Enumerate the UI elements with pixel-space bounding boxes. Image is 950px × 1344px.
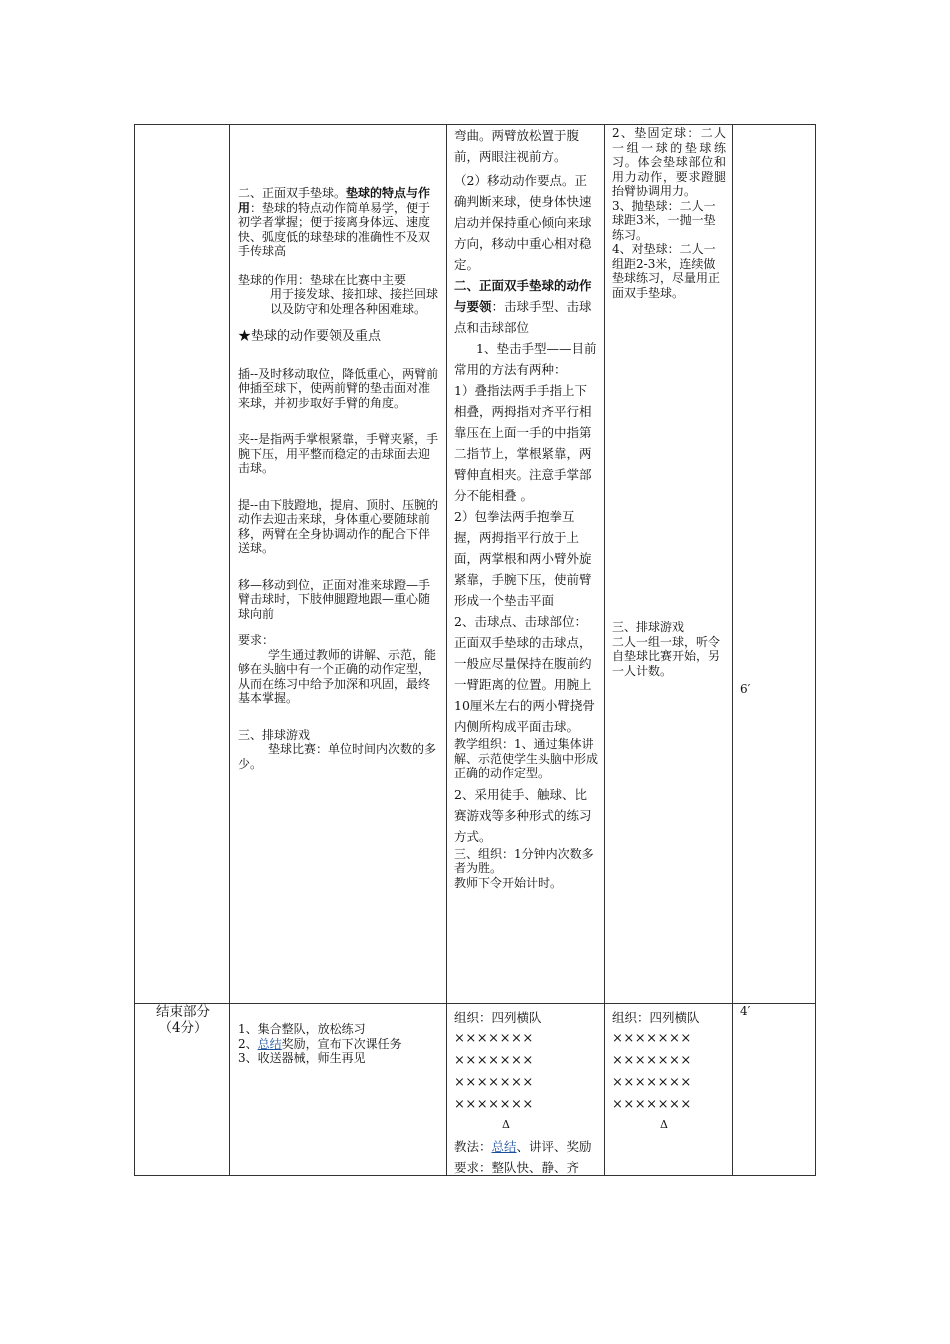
game-start: 教师下令开始计时。: [454, 875, 563, 890]
practice-pair-pass: 4、对垫球：二人一组距2-3米，连续做垫球练习，尽量用正面双手垫球。: [612, 242, 721, 300]
game-org: 三、组织：1分钟内次数多者为胜。: [454, 846, 594, 875]
requirement-body: 学生通过教师的讲解、示范，能够在头脑中有一个正确的动作定型，从而在练习中给予加深和巩固，最终基本掌握。: [238, 647, 437, 705]
hitting-point: 2、击球点、击球部位：正面双手垫球的击球点，一般应尽量保持在腹前约一臂距离的位置。用腕上10厘米左右的两小臂挠骨内侧所构成平面击球。: [454, 614, 595, 734]
method-fist: 2）包拳法两手抱拳互握，两拇指平行放于上面，两掌根和两小臂外旋紧靠，手腕下压，使前臂形成一个垫击平面: [454, 509, 592, 608]
movement-points: （2）移动动作要点。正确判断来球，使身体快速启动并保持重心倾向来球方向，移动中重心相对稳定。: [454, 173, 592, 272]
key-points-heading: ★垫球的动作要领及重点: [238, 329, 382, 344]
end-item-3: 3、收送器械，师生再见: [238, 1051, 366, 1065]
col-divider-4: [732, 124, 733, 1176]
method-overlap: 1）叠指法两手手指上下相叠，两拇指对齐平行相靠压在上面一手的中指第二指节上，掌根紧靠，两臂伸直相夹。注意手掌部分不能相叠 。: [454, 383, 592, 503]
time-end: 4′: [740, 1004, 751, 1018]
time-main: 6′: [740, 682, 751, 696]
pass-function-first-line: 垫球的作用：垫球在比赛中主要: [238, 272, 407, 287]
point-jia: 夹--是指两手掌根紧靠，手臂夹紧，手腕下压，用平整而稳定的击球面去迎击球。: [238, 432, 439, 475]
end-org: 组织：四列横队: [454, 1010, 542, 1025]
posture-end: 弯曲。两臂放松置于腹前，两眼注视前方。: [454, 128, 580, 164]
end-section-title: 结束部分: [156, 1004, 210, 1020]
end-teaching-method: 教法：总结、讲评、奖励: [454, 1139, 592, 1154]
formation-row-1: ×××××××: [454, 1031, 534, 1046]
practice-row-1: ×××××××: [612, 1031, 692, 1046]
practice-column: [612, 126, 726, 300]
summary-link-2[interactable]: 总结: [491, 1139, 517, 1154]
formation-row-2: ×××××××: [454, 1053, 534, 1068]
practice-row-2: ×××××××: [612, 1053, 692, 1068]
hand-shape-title: 1、垫击手型——目前常用的方法有两种：: [454, 341, 597, 377]
col-divider-2: [446, 124, 447, 1176]
practice-row-4: ×××××××: [612, 1097, 692, 1112]
practice-triangle-icon: Δ: [660, 1118, 668, 1131]
practice-game-title: 三、排球游戏: [612, 620, 685, 634]
teacher-triangle-icon: Δ: [502, 1118, 510, 1131]
practice-toss-pass: 3、抛垫球：二人一球距3米，一抛一垫练习。: [612, 198, 716, 242]
end-section-time: （4分）: [158, 1020, 208, 1036]
requirement-title: 要求：: [238, 633, 275, 647]
end-item-1: 1、集合整队，放松练习: [238, 1022, 366, 1036]
end-practice-org: 组织：四列横队: [612, 1010, 700, 1025]
serve-pass-intro: 二、正面双手垫球。垫球的特点与作用：垫球的特点动作简单易学，便于初学者掌握；便于接离身体远、速度快、弧度低的球垫球的准确性不及双手传球高: [238, 186, 431, 258]
point-cha: 插--及时移动取位，降低重心，两臂前伸插至球下，使两前臂的垫击面对准来球，并初步取好手臂的角度。: [238, 366, 439, 410]
end-requirement: 要求：整队快、静、齐: [454, 1160, 580, 1175]
method-column: [454, 124, 598, 890]
practice-fixed-ball: 2、垫固定球：二人一组一球的垫球练习。体会垫球部位和用力动作，要求蹬腿抬臂协调用力。: [612, 126, 726, 198]
game-title: 三、排球游戏: [238, 727, 311, 742]
end-method: [454, 1007, 602, 1178]
col-divider-1: [229, 124, 230, 1176]
practice-game-body: 二人一组一球，听令自垫球比赛开始，另一人计数。: [612, 634, 721, 678]
end-item-2: 2、总结奖励，宣布下次课任务: [238, 1036, 402, 1051]
formation-row-4: ×××××××: [454, 1097, 534, 1112]
technique-heading: 二、正面双手垫球的动作与要领：击球手型、击球点和击球部位: [454, 278, 592, 335]
content-column: [238, 186, 440, 771]
end-content: [238, 1022, 442, 1066]
pass-function-body: 用于接发球、接扣球、接拦回球以及防守和处理各种困难球。: [270, 287, 439, 316]
point-ti: 提--由下肢蹬地，提肩、顶肘、压腕的动作去迎击来球，身体重心要随球前移，两臂在全身协调动作的配合下伴送球。: [238, 497, 439, 555]
summary-link[interactable]: 总结: [257, 1036, 282, 1051]
formation-row-3: ×××××××: [454, 1075, 534, 1090]
teaching-org-2: 2、采用徒手、触球、比赛游戏等多种形式的练习方式。: [454, 786, 592, 844]
point-yi: 移—移动到位，正面对准来球蹬—手臂击球时，下肢伸腿蹬地跟—重心随球向前: [238, 577, 431, 621]
practice-game: [612, 620, 726, 678]
end-practice: [612, 1007, 730, 1134]
end-section-label: [140, 1004, 226, 1036]
row-divider: [134, 1003, 816, 1004]
game-body: 垫球比赛：单位时间内次数的多少。: [238, 742, 437, 771]
teaching-org-1: 教学组织：1、通过集体讲解、示范使学生头脑中形成正确的动作定型。: [454, 737, 598, 780]
col-divider-3: [604, 124, 605, 1176]
practice-row-3: ×××××××: [612, 1075, 692, 1090]
